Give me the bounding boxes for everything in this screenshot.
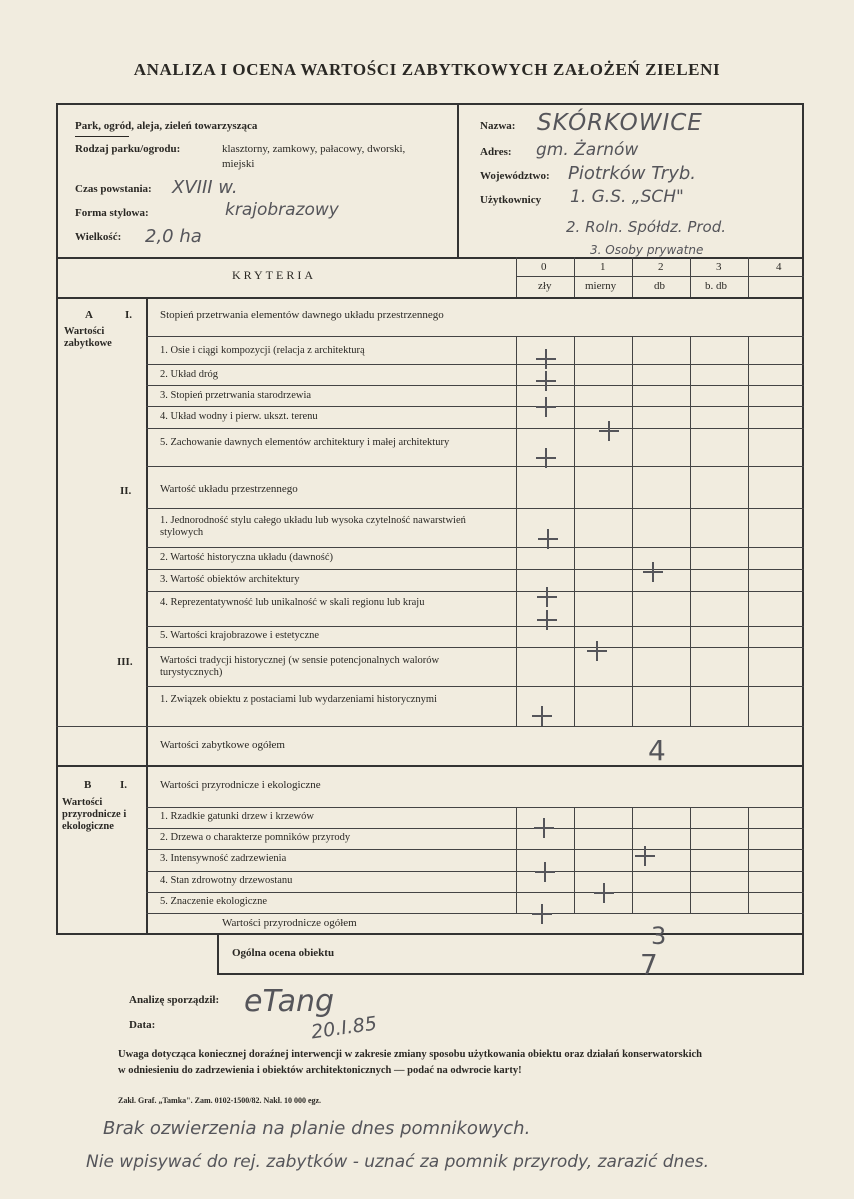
rule bbox=[146, 686, 804, 687]
section-b-total-label: Wartości przyrodnicze ogółem bbox=[222, 917, 357, 929]
section-divider bbox=[56, 765, 804, 767]
rule bbox=[146, 828, 804, 829]
users-value-1: 1. G.S. „SCH" bbox=[570, 187, 684, 207]
criterion-row: 4. Układ wodny i pierw. ukszt. terenu bbox=[160, 411, 318, 422]
col-line bbox=[574, 257, 575, 297]
rule bbox=[146, 626, 804, 627]
style-label: Forma stylowa: bbox=[75, 207, 149, 219]
rule bbox=[146, 547, 804, 548]
province-value: Piotrków Tryb. bbox=[568, 163, 697, 184]
col-line bbox=[690, 336, 691, 727]
address-value: gm. Żarnów bbox=[536, 140, 639, 160]
rule bbox=[146, 647, 804, 648]
col-line bbox=[632, 257, 633, 297]
province-label: Województwo: bbox=[480, 170, 550, 182]
criterion-row: 3. Wartość obiektów architektury bbox=[160, 574, 300, 585]
section-b-roman: I. bbox=[120, 779, 128, 791]
section-b-letter: B bbox=[84, 779, 92, 791]
criterion-row: 2. Układ dróg bbox=[160, 369, 219, 380]
rule bbox=[146, 466, 804, 467]
rule bbox=[146, 849, 804, 850]
score-mark bbox=[533, 817, 555, 839]
rule bbox=[146, 871, 804, 872]
header-bottom-line bbox=[56, 257, 804, 259]
score-mark bbox=[634, 845, 656, 867]
date-label: Data: bbox=[129, 1019, 156, 1031]
rule bbox=[146, 364, 804, 365]
col-line bbox=[516, 336, 517, 727]
section-a-total-value: 4 bbox=[648, 734, 666, 767]
rule bbox=[146, 406, 804, 407]
criterion-row: 1. Związek obiektu z postaciami lub wydarzeniami historycznymi bbox=[160, 694, 437, 705]
users-label: Użytkownicy bbox=[480, 194, 542, 206]
rule bbox=[146, 385, 804, 386]
section-b-name: Wartości przyrodnicze i ekologiczne bbox=[62, 797, 127, 832]
rule bbox=[146, 508, 804, 509]
score-3: 3 bbox=[716, 261, 722, 273]
score-mark bbox=[598, 420, 620, 442]
col-line bbox=[748, 807, 749, 913]
col-line bbox=[516, 257, 517, 297]
printer-info: Zakł. Graf. „Tamka". Zam. 0102-1500/82. Nakł. 10 000 egz. bbox=[118, 1096, 322, 1105]
author-signature: eTang bbox=[244, 984, 335, 1019]
score-mark bbox=[642, 561, 664, 583]
rule bbox=[146, 892, 804, 893]
rule bbox=[146, 336, 804, 337]
handwritten-note-2: Nie wpisywać do rej. zabytków - uznać za pomnik przyrody, zarazić dnes. bbox=[86, 1152, 710, 1172]
criterion-row: 2. Drzewa o charakterze pomników przyrody bbox=[160, 832, 351, 843]
section-a-roman: I. bbox=[125, 309, 133, 321]
score-mark bbox=[535, 447, 557, 469]
criterion-row: 1. Osie i ciągi kompozycji (relacja z architekturą bbox=[160, 345, 365, 356]
score-mark bbox=[593, 882, 615, 904]
group-a1-title: Stopień przetrwania elementów dawnego układu przestrzennego bbox=[160, 309, 444, 321]
grade-1: mierny bbox=[585, 280, 617, 292]
score-mark bbox=[536, 586, 558, 608]
col-line bbox=[748, 336, 749, 727]
rule bbox=[146, 591, 804, 592]
criterion-row: 3. Intensywność zadrzewienia bbox=[160, 853, 287, 864]
criterion-row: 3. Stopień przetrwania starodrzewia bbox=[160, 390, 312, 401]
score-mark bbox=[536, 609, 558, 631]
date-value: 20.I.85 bbox=[309, 1012, 379, 1044]
criterion-row: 1. Jednorodność stylu całego układu lub wysoka czytelność nawarstwień stylowych bbox=[160, 515, 466, 538]
score-mark bbox=[534, 861, 556, 883]
era-value: XVIII w. bbox=[172, 177, 238, 198]
size-label: Wielkość: bbox=[75, 231, 122, 243]
overall-label: Ogólna ocena obiektu bbox=[232, 947, 335, 959]
criterion-row: 2. Wartość historyczna układu (dawność) bbox=[160, 552, 334, 563]
section-a-name: Wartości zabytkowe bbox=[64, 326, 112, 349]
score-mark bbox=[531, 705, 553, 727]
section-a-roman-2: II. bbox=[120, 485, 132, 497]
rule bbox=[146, 807, 804, 808]
score-2: 2 bbox=[658, 261, 664, 273]
rule bbox=[146, 569, 804, 570]
score-mark bbox=[535, 370, 557, 392]
score-divider-line bbox=[516, 276, 804, 277]
criterion-row: 4. Reprezentatywność lub unikalność w skali regionu lub kraju bbox=[160, 597, 425, 608]
score-4: 4 bbox=[776, 261, 782, 273]
section-a-letter: A bbox=[85, 309, 93, 321]
rule bbox=[146, 913, 804, 914]
col-line bbox=[690, 807, 691, 913]
score-mark bbox=[537, 528, 559, 550]
name-value: SKÓRKOWICE bbox=[537, 110, 703, 136]
section-a-roman-3: III. bbox=[117, 656, 133, 668]
size-value: 2,0 ha bbox=[145, 226, 202, 247]
grade-2: db bbox=[654, 280, 665, 292]
col-line bbox=[632, 336, 633, 727]
underline-mark bbox=[75, 136, 129, 137]
col-line bbox=[690, 257, 691, 297]
park-kind-options-2: miejski bbox=[222, 158, 255, 170]
col-line bbox=[574, 807, 575, 913]
criteria-title: KRYTERIA bbox=[232, 268, 316, 282]
score-1: 1 bbox=[600, 261, 606, 273]
col-line bbox=[632, 807, 633, 913]
author-label: Analizę sporządził: bbox=[129, 994, 220, 1006]
col-line bbox=[516, 807, 517, 913]
score-mark bbox=[535, 348, 557, 370]
category-column-divider bbox=[146, 297, 148, 935]
grade-3: b. db bbox=[705, 280, 727, 292]
park-kind-options: klasztorny, zamkowy, pałacowy, dworski, bbox=[222, 143, 406, 155]
overall-value: 7 bbox=[640, 948, 658, 981]
score-0: 0 bbox=[541, 261, 547, 273]
object-type-label: Park, ogród, aleja, zieleń towarzysząca bbox=[75, 120, 258, 132]
header-divider bbox=[457, 104, 459, 257]
group-a3-title: Wartości tradycji historycznej (w sensie potencjonalnych walorów turystycznych) bbox=[160, 655, 440, 678]
criterion-row: 5. Znaczenie ekologiczne bbox=[160, 896, 267, 907]
group-a2-title: Wartość układu przestrzennego bbox=[160, 483, 298, 495]
rule bbox=[146, 428, 804, 429]
name-label: Nazwa: bbox=[480, 120, 516, 132]
score-mark bbox=[531, 903, 553, 925]
users-value-3: 3. Osoby prywatne bbox=[590, 243, 704, 257]
note-line-2: w odniesieniu do zadrzewienia i obiektów architektonicznych — podać na odwrocie karty! bbox=[118, 1065, 522, 1076]
handwritten-note-1: Brak ozwierzenia na planie dnes pomnikowych. bbox=[103, 1118, 531, 1139]
criterion-row: 5. Wartości krajobrazowe i estetyczne bbox=[160, 630, 320, 641]
users-value-2: 2. Roln. Spółdz. Prod. bbox=[566, 218, 727, 236]
rule bbox=[56, 726, 804, 727]
form-title: ANALIZA I OCENA WARTOŚCI ZABYTKOWYCH ZAŁOŻEŃ ZIELENI bbox=[133, 60, 721, 79]
style-value: krajobrazowy bbox=[225, 200, 339, 220]
col-line bbox=[748, 257, 749, 297]
group-b1-title: Wartości przyrodnicze i ekologiczne bbox=[160, 779, 321, 791]
park-kind-label: Rodzaj parku/ogrodu: bbox=[75, 143, 181, 155]
criterion-row: 1. Rzadkie gatunki drzew i krzewów bbox=[160, 811, 314, 822]
score-mark bbox=[535, 396, 557, 418]
note-line-1: Uwaga dotycząca koniecznej doraźnej interwencji w zakresie zmiany sposobu użytkowania obiektu oraz działań konserwatorskich bbox=[118, 1049, 702, 1060]
grade-0: zły bbox=[538, 280, 552, 292]
address-label: Adres: bbox=[480, 146, 512, 158]
section-b-total-value: 3 bbox=[651, 922, 667, 950]
section-a-total-label: Wartości zabytkowe ogółem bbox=[160, 739, 285, 751]
criterion-row: 5. Zachowanie dawnych elementów architektury i małej architektury bbox=[160, 437, 450, 448]
score-mark bbox=[586, 640, 608, 662]
era-label: Czas powstania: bbox=[75, 183, 152, 195]
criterion-row: 4. Stan zdrowotny drzewostanu bbox=[160, 875, 293, 886]
criteria-header-bottom bbox=[56, 297, 804, 299]
col-line bbox=[574, 336, 575, 727]
